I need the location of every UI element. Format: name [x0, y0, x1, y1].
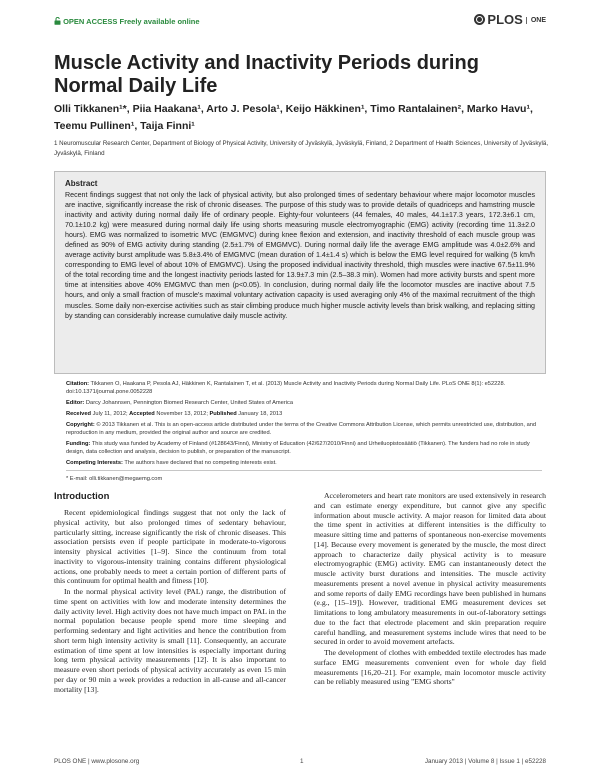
abstract-box — [54, 171, 546, 374]
divider — [66, 470, 542, 471]
plos-logo-icon — [474, 14, 485, 25]
abstract-heading: Abstract — [65, 179, 98, 188]
footer-issue: January 2013 | Volume 8 | Issue 1 | e52228 — [424, 758, 546, 765]
page-number: 1 — [300, 758, 304, 765]
footer-journal: PLOS ONE | www.plosone.org — [54, 758, 140, 765]
open-access-text: OPEN ACCESS Freely available online — [63, 17, 200, 26]
citation: Citation: Tikkanen O, Haakana P, Pesola AJ, Häkkinen K, Rantalainen T, et al. (2013) Muscle Activity and Inactivity Periods during Normal Daily Life. PLoS ONE 8(1): e52228. doi:10.1371/journal.pone.0052228 — [66, 381, 506, 395]
section-heading-introduction: Introduction — [54, 491, 110, 502]
author-list: Olli Tikkanen¹*, Piia Haakana¹, Arto J. Pesola¹, Keijo Häkkinen¹, Timo Rantalainen², Marko Havu¹, Teemu Pullinen¹, Taija Finni¹ — [54, 103, 533, 132]
body-paragraph: Recent epidemiological findings suggest that not only the lack of physical activity, but also prolonged times of sedentary behaviour, particularly sitting, increase significantly the risk of chronic diseases. This association persists even if people participate in moderate-to-vigorous intensity physical activities [1–9]. Since the continuum from total inactivity to vigorous-intensity training contains different physiological actions, one probably needs to meet a certain portion of different parts of this continuum for optimal health and fitness [10]. — [54, 508, 286, 586]
body-paragraph: Accelerometers and heart rate monitors are used extensively in research and can estimate energy expenditure, but cannot give any specific information about muscle activity. A major reason for limited data about the time spent in activities at different intensities is the difficulty to measure sitting time and patterns of spontaneous non-exercise movements [14]. Because every movement is generated by the muscle, the most direct approach to characterize daily physical activity is to measure electromyographic (EMG) activity. EMG can instantaneously detect the muscle activity burst durations and intensities. The muscle activity measurements present a novel avenue in physical activity measurements and some reports of daily EMG recordings have been published in humans (e.g., [15–19]). However, traditional EMG measurement devices set limitations to long ambulatory measurements in out-of-laboratory settings due to the fact that electrode placement and skin preparation require careful handling, and measurement systems include wires that need to be secured in order to avoid movement artefacts. — [314, 491, 546, 647]
article-metadata — [66, 380, 542, 486]
body-paragraph: The development of clothes with embedded textile electrodes has made surface EMG measurements convenient even for whole day field measurements [16,20–21]. For example, main locomotor muscle activity can be reliably measured using "EMG shorts" — [314, 648, 546, 687]
right-column — [314, 491, 546, 688]
article-title: Muscle Activity and Inactivity Periods during Normal Daily Life — [54, 52, 479, 97]
body-paragraph: In the normal physical activity level (PAL) range, the distribution of time spent on activities with low and moderate intensity determines the daily activity level. High activity does not have much impact on PAL in the normal population because people spend more time sleeping and performing sedentary and light activities and hence the contribution from short term high intensity activity is small [11]. Consequently, an accurate estimation of time spent at low intensities is especially important during long term physical activity measurements [12]. It is also important to measure even short periods of physical activity accurately as even 15 min per day or 90 min a week provides a reduction in all-cause and all-cancer mortality [13]. — [54, 587, 286, 694]
logo-text: PLOS — [487, 12, 523, 27]
open-access-banner — [54, 17, 200, 26]
abstract-text: Recent findings suggest that not only the lack of physical activity, but also prolonged times of sedentary behaviour where major locomotor muscles are inactive, significantly increase the risk of chronic diseases. The purpose of this study was to provide details of quadriceps and hamstring muscle inactivity and activity during normal daily life of ordinary people. Eighty-four volunteers (44 females, 40 males, 44.1±17.3 years, 172.3±6.1 cm, 70.1±10.2 kg) were measured during normal daily life using shorts measuring muscle electromyographic (EMG) activity (recording time 11.3±2.0 hours). EMG was normalized to isometric MVC (EMGMVC) during knee flexion and extension, and inactivity threshold of each muscle group was defined as 90% of EMG activity during standing (2.5±1.7% of EMGMVC). During normal daily life the average EMG amplitude was 4.0±2.6% and average activity burst amplitude was 5.8±3.4% of EMGMVC (mean duration of 1.4±1.4 s) which is below the EMG level required for walking (5 km/h corresponding to EMG level of about 10% of EMGMVC). Using the proposed individual inactivity threshold, thigh muscles were inactive 67.5±11.9% of the total recording time and the longest inactivity periods lasted for 13.9±7.3 min (2.5–38.3 min). Women had more activity bursts and spent more time at intensities above 40% EMGMVC than men (p<0.05). In conclusion, during normal daily life the locomotor muscles are inactive about 7.5 hours, and only a small fraction of muscle's maximal voluntary activation capacity is used averaging only 4% of the maximal recruitment of the thigh muscles. Some daily non-exercise activities such as stair climbing produce much higher muscle activity levels than brisk walking, and replacing sitting by standing can considerably increase cumulative daily muscle activity. — [65, 191, 535, 320]
dates: Received July 11, 2012; Accepted November 13, 2012; Published January 18, 2013 — [66, 411, 283, 417]
editor: Editor: Darcy Johannsen, Pennington Biomed Research Center, United States of America — [66, 400, 293, 406]
journal-logo — [474, 12, 546, 27]
left-column — [54, 491, 286, 695]
copyright: Copyright: © 2013 Tikkanen et al. This is an open-access article distributed under the terms of the Creative Commons Attribution License, which permits unrestricted use, distribution, and reproduction in any medium, provided the original author and source are credited. — [66, 422, 537, 436]
funding: Funding: This study was funded by Academy of Finland (#128643/Finni), Ministry of Education (42/627/2010/Finni) and Urheiluopistosäätiö (Tikkanen). The funders had no role in study design, data collection and analysis, decision to publish, or preparation of the manuscript. — [66, 441, 530, 455]
affiliations: 1 Neuromuscular Research Center, Department of Biology of Physical Activity, University of Jyväskylä, Jyväskylä, Finland, 2 Department of Health Sciences, University of Jyväskylä, Jyväskylä, Finland — [54, 140, 549, 157]
open-lock-icon — [54, 17, 61, 25]
competing-interests: Competing Interests: The authors have declared that no competing interests exist. — [66, 460, 277, 466]
logo-subtext: ONE — [526, 17, 546, 24]
corresponding-email[interactable]: * E-mail: olli.tikkanen@megaemg.com — [66, 476, 163, 482]
